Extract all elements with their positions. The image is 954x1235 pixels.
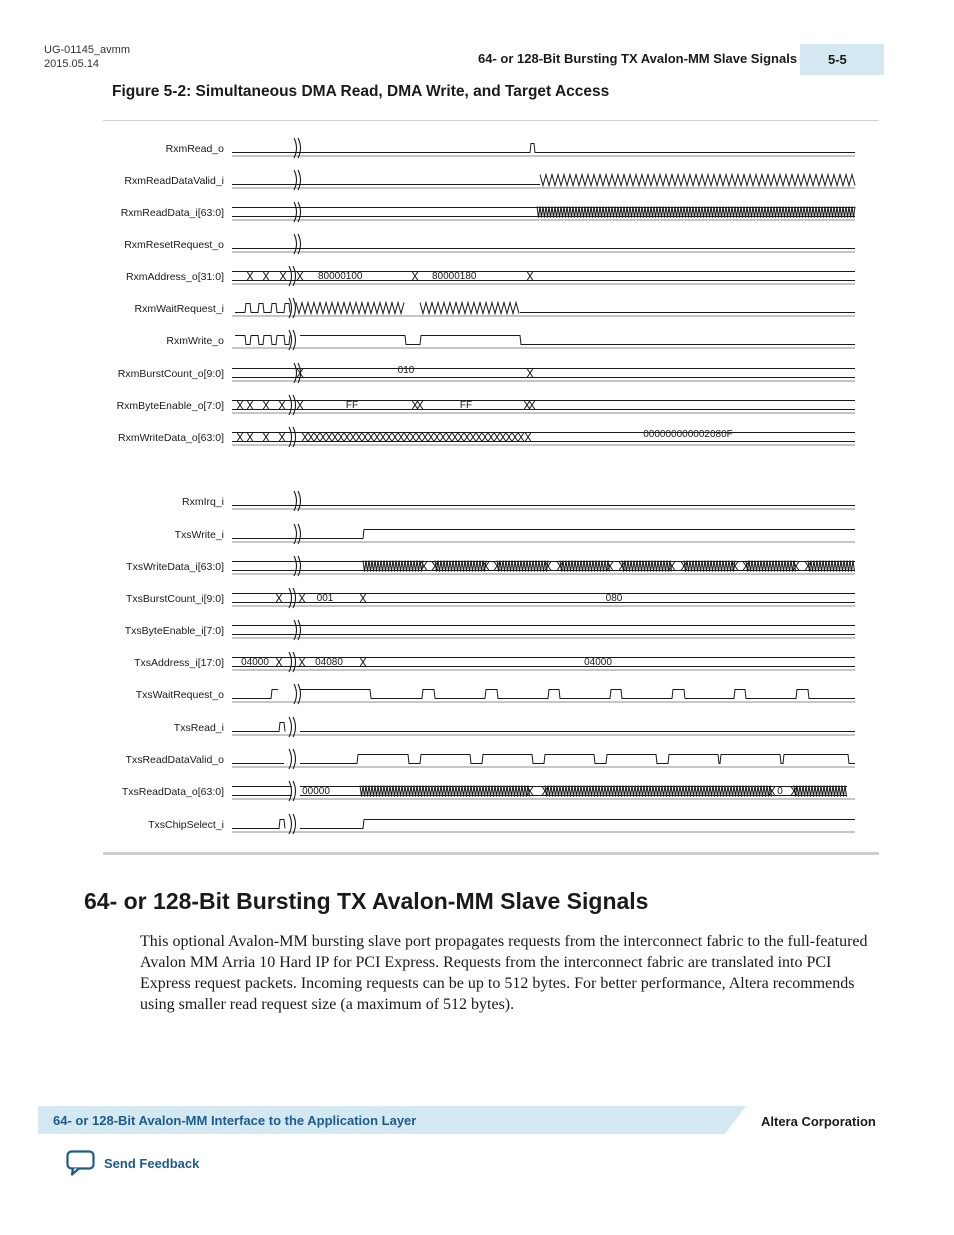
signal-name-12: TxsWriteData_i[63:0]: [126, 561, 224, 573]
document-id: UG-01145_avmm: [44, 44, 130, 56]
signal-name-4: RxmAddress_o[31:0]: [125, 271, 224, 283]
speech-bubble-icon: [66, 1150, 96, 1176]
wave-txswritedata: [746, 561, 796, 572]
signal-name-16: TxsWaitRequest_o: [135, 689, 224, 701]
wave-rxmwaitrequest: [235, 304, 290, 313]
signal-name-1: RxmReadDataValid_i: [124, 175, 224, 187]
bus-value: 0: [777, 786, 783, 797]
signal-name-7: RxmBurstCount_o[9:0]: [117, 368, 224, 380]
wave-txsread: [232, 723, 285, 732]
signal-name-14: TxsByteEnable_i[7:0]: [124, 625, 224, 637]
break-mark: [294, 491, 297, 511]
signal-name-5: RxmWaitRequest_i: [134, 303, 224, 315]
bus-value: 04000: [241, 657, 269, 668]
signal-name-11: TxsWrite_i: [174, 529, 224, 541]
break-mark: [298, 202, 301, 222]
bus-value: 04000: [584, 657, 612, 668]
break-mark: [293, 395, 296, 415]
signal-name-2: RxmReadData_i[63:0]: [120, 207, 224, 219]
signal-name-20: TxsChipSelect_i: [148, 819, 224, 831]
page-number: 5-5: [800, 44, 884, 75]
break-mark: [298, 234, 301, 254]
bus-value: 80000100: [318, 271, 363, 282]
document-id-block: [44, 43, 130, 71]
break-mark: [294, 684, 297, 704]
section-heading: 64- or 128-Bit Bursting TX Avalon-MM Slave Signals: [84, 888, 649, 914]
break-mark: [289, 749, 292, 769]
bus-value: 080: [605, 593, 623, 604]
break-mark: [293, 330, 296, 350]
bus-value: FF: [459, 400, 473, 411]
break-mark: [294, 234, 297, 254]
send-feedback-label: Send Feedback: [104, 1155, 200, 1171]
figure-title: Figure 5-2: Simultaneous DMA Read, DMA Write, and Target Access: [112, 83, 610, 100]
signal-name-10: RxmIrq_i: [181, 496, 224, 508]
break-mark: [293, 427, 296, 447]
break-mark: [298, 491, 301, 511]
break-mark: [294, 170, 297, 190]
break-mark: [294, 524, 297, 544]
send-feedback-link[interactable]: [66, 1150, 199, 1176]
signal-name-0: RxmRead_o: [165, 143, 224, 155]
wave-rxmwaitrequest: [420, 303, 519, 314]
wave-rxmreaddata: [537, 207, 855, 218]
break-mark: [294, 556, 297, 576]
wave-txsreaddata: [794, 786, 847, 797]
break-mark: [293, 781, 296, 801]
timing-diagram: [100, 125, 860, 847]
signal-name-8: RxmByteEnable_o[7:0]: [116, 400, 224, 412]
bus-value: 001: [316, 593, 334, 604]
wave-txswritedata: [435, 561, 486, 572]
figure-bottom-rule: [103, 852, 879, 855]
break-mark: [294, 138, 297, 158]
signal-name-3: RxmResetRequest_o: [124, 239, 224, 251]
break-mark: [293, 298, 296, 318]
signal-name-17: TxsRead_i: [173, 722, 224, 734]
wave-txswritedata: [560, 561, 610, 572]
document-date: 2015.05.14: [44, 58, 100, 70]
break-mark: [289, 266, 292, 286]
wave-txschipselect: [232, 820, 285, 829]
break-mark: [293, 652, 296, 672]
break-mark: [298, 556, 301, 576]
signal-name-9: RxmWriteData_o[63:0]: [117, 432, 224, 444]
break-mark: [289, 427, 292, 447]
wave-txswaitrequest: [300, 690, 855, 699]
footer-company: Altera Corporation: [761, 1114, 876, 1129]
running-header-title: 64- or 128-Bit Bursting TX Avalon-MM Slave Signals: [478, 51, 798, 66]
signal-name-19: TxsReadData_o[63:0]: [121, 786, 224, 798]
wave-rxmwaitrequest: [296, 303, 404, 314]
bus-value: 80000180: [432, 271, 477, 282]
break-mark: [298, 138, 301, 158]
break-mark: [298, 524, 301, 544]
signal-name-6: RxmWrite_o: [166, 335, 224, 347]
break-mark: [293, 717, 296, 737]
figure-top-rule: [103, 120, 879, 121]
break-mark: [293, 588, 296, 608]
break-mark: [289, 395, 292, 415]
break-mark: [294, 363, 297, 383]
wave-txswritedata: [363, 561, 423, 572]
wave-txsreaddatavalid: [300, 755, 855, 764]
wave-txswritedata: [497, 561, 548, 572]
wave-rxmwrite: [300, 336, 855, 345]
signal-name-18: TxsReadDataValid_o: [125, 754, 224, 766]
wave-txswritedata: [808, 561, 855, 572]
break-mark: [289, 717, 292, 737]
break-mark: [298, 170, 301, 190]
wave-txschipselect: [300, 820, 855, 829]
break-mark: [298, 684, 301, 704]
signal-name-13: TxsBurstCount_i[9:0]: [125, 593, 224, 605]
break-mark: [293, 814, 296, 834]
break-mark: [293, 749, 296, 769]
break-mark: [289, 652, 292, 672]
bus-value: 010: [397, 365, 415, 376]
wave-rxmreaddatavalid: [540, 175, 855, 186]
wave-txsreaddata: [360, 786, 530, 797]
break-mark: [289, 814, 292, 834]
signal-name-15: TxsAddress_i[17:0]: [134, 657, 224, 669]
footer-chapter-link[interactable]: 64- or 128-Bit Avalon-MM Interface to the Application Layer: [53, 1113, 417, 1128]
wave-txswritedata: [622, 561, 672, 572]
break-mark: [289, 588, 292, 608]
wave-rxmread: [232, 144, 855, 153]
section-body-text: This optional Avalon-MM bursting slave port propagates requests from the interconnect fabric to the full-featured Avalon MM Arria 10 Hard IP for PCI Express. Requests from the interconnect fabric are translated into PCI Express request packets. Incoming requests can be up to 512 bytes. For better performance, Altera recommends using smaller read request size (a maximum of 512 bytes).: [140, 933, 868, 1013]
bus-value: 000000000002080F: [643, 429, 733, 440]
break-mark: [298, 620, 301, 640]
wave-rxmwrite: [235, 336, 290, 345]
wave-txswrite: [232, 530, 855, 539]
break-mark: [289, 781, 292, 801]
bus-value: 04080: [315, 657, 343, 668]
break-mark: [294, 202, 297, 222]
break-mark: [293, 266, 296, 286]
bus-value: FF: [345, 400, 359, 411]
bus-value: 00000: [302, 786, 330, 797]
break-mark: [294, 620, 297, 640]
wave-txswaitrequest: [232, 690, 278, 699]
wave-txswritedata: [684, 561, 735, 572]
wave-txsreaddata: [545, 786, 772, 797]
